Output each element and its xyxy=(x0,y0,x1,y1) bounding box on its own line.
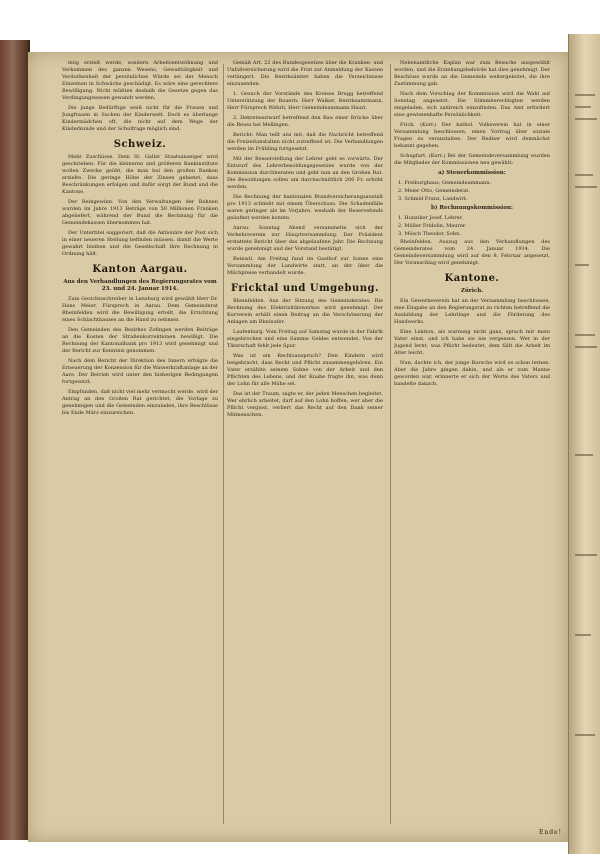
column-middle xyxy=(227,60,383,830)
paragraph: Was ist ein Rechtsanspruch? Den Kindern wird beigebracht, dass Recht und Pflicht zusammengehören. Ein Vater erzählte seinem Sohne von der Arbeit und den Pflichten des Lebens, und der Knabe fragte ihn, was denn der Lohn für alle Mühe sei. xyxy=(227,353,383,387)
paragraph: Der Untertitel suggeriert, daß die Aktionäre der Post sich in einer neueren Stellung befinden müssen, damit die Werte gewahrt bleiben und die Gesellschaft ihre Rechnung in Ordnung hält. xyxy=(62,230,218,257)
paragraph: Rheinfelden. Auszug aus den Verhandlungen des Gemeinderates vom 24. Januar 1914. Die Gemeindeversammlung wird auf den 8. Februar angesetzt. Der Voranschlag wird genehmigt. xyxy=(394,239,550,266)
column-divider xyxy=(223,64,224,824)
column-container xyxy=(62,60,554,830)
paragraph: Nun, dachte ich, der junge Bursche wird es schon lernen. Aber die Jahre gingen dahin, und als er zum Manne geworden war, erinnerte er sich der Worte des Vaters und handelte danach. xyxy=(394,360,550,387)
paragraph: 1. Gesuch der Vorstände des Kreises Brugg betreffend Unterstützung der Bauern: Herr Walker, Bezirksamtmann, Herr Fürsprech Wehrli, Herr Gemeindeammann Hauri. xyxy=(227,91,383,111)
paragraph: Ein Gewerbeverein hat an der Versammlung beschlossen, eine Eingabe an den Regierungsrat zu richten betreffend die Ausbildung der Lehrlinge und die Förderung des Handwerks. xyxy=(394,298,550,325)
paragraph: Die junge Bedürftige weiß nicht für die Frauen und Jungfrauen in Sachen der Kinderwelt. Doch es überlange Kindermädchen oft, die nicht auf dem Wege der Kinderkunde und der Schulfrage möglich sind. xyxy=(62,105,218,132)
section-heading-kantone: Kantone. xyxy=(444,273,500,284)
list-item: 3. Schmid Franz, Landwirt. xyxy=(398,196,468,202)
list-title: a) Steuerkommission: xyxy=(438,170,506,176)
list-title: b) Rechnungskommission: xyxy=(431,205,513,211)
column-right xyxy=(394,60,550,830)
paragraph: Nebenamtliche Kaplan war zum Besuche ausgewählt worden, und die Erziehungsbehörde hat dies genehmigt. Der Beschluss wurde an die Gemeinde weitergeleitet, die ihre Zustimmung gab. xyxy=(394,60,550,87)
column-left xyxy=(62,60,218,830)
paragraph: 2. Dekretsentwurf betreffend den Bau einer Brücke über die Reuss bei Mellingen. xyxy=(227,115,383,128)
paragraph: Aarau. Sonntag Abend versammelte sich der Verkehrsverein zur Hauptversammlung. Der Präsident erstattete Bericht über das abgelaufene Jahr. Die Rechnung wurde genehmigt und der Vorstand bestätigt. xyxy=(227,225,383,252)
paragraph: Laufenburg. Vom Freitag auf Samstag wurde in der Fabrik eingebrochen und eine Summe Geldes entwendet. Von der Täterschaft fehlt jede Spur. xyxy=(227,329,383,349)
paragraph: Nach dem Bericht der Direktion des Innern erfolgte die Erneuerung der Konzession für die Wasserkraftanlage an der Aare. Der Betrieb wird unter den bisherigen Bedingungen fortgesetzt. xyxy=(62,358,218,385)
section-heading-kanton-aargau: Kanton Aargau. xyxy=(92,264,188,275)
paragraph: mög erzielt werde, sondern Arbeitsentwöhnung und Verkommen des ganzen Wesens, Gewalttätigkeit und Verdorbenheit der persönlichen Würde sei der Mensch Einzelnen in Schwäche geschädigt. Es wäre eine gerechtere Bewilligung. Nicht müßten deshalb die Gesetze gegen das Verdingungswesen gewandt werden. xyxy=(62,60,218,101)
list-item: 2. Müller Fridolin, Maurer. xyxy=(398,223,467,229)
paragraph: Empfunden, daß nicht viel mehr vermocht werde, wird der Antrag an den Großen Rat gerichtet, die Vorlage zu genehmigen und die Gemeinden einzuladen, ihre Beschlüsse bis Ende März einzureichen. xyxy=(62,389,218,416)
paragraph: Mit der Besserstellung der Lehrer geht es vorwärts. Der Entwurf des Lehrerbesoldungsgesetzes wurde von der Kommission durchberaten und geht nun an den Großen Rat. Die Besoldungen sollen um durchschnittlich 200 Fr. erhöht werden. xyxy=(227,156,383,190)
paragraph: Eine Lektion, als warnung nicht ganz, sprach mir mein Vater einst, und ich habe sie nie vergessen. Wer in der Jugend lernt, was Pflicht bedeutet, dem fällt die Arbeit im Alter leicht. xyxy=(394,329,550,356)
list-item: 1. Hunziker Josef, Lehrer. xyxy=(398,215,464,221)
paragraph: Den Gemeinden des Bezirkes Zofingen werden Beiträge an die Kosten der Straßenkorrektionen bewilligt. Die Rechnung der Kantonalbank pro 1913 wird genehmigt und der Bericht zur Kenntnis genommen. xyxy=(62,327,218,354)
paragraph: Nach dem Vorschlag der Kommission wird die Wahl auf Sonntag angesetzt. Die Stimmberechtigten werden eingeladen, sich zahlreich einzufinden. Das Amt erfordert eine gewissenhafte Persönlichkeit. xyxy=(394,91,550,118)
paragraph: Schupfart. (Korr.) Bei der Gemeindeversammlung wurden die Mitglieder der Kommissionen neu gewählt: xyxy=(394,153,550,166)
subheading-zuerich: Zürich. xyxy=(460,288,484,294)
section-heading-fricktal: Fricktal und Umgebung. xyxy=(230,283,380,294)
facing-page-edge xyxy=(568,34,600,854)
newspaper-page xyxy=(28,52,568,842)
list-item: 3. Mösch Theodor, Sohn. xyxy=(398,231,461,237)
list-item: 2. Meier Otto, Gemeinderat. xyxy=(398,188,470,194)
paragraph: Der Reingewinn. Von den Verwaltungen der Bahnen wurden im Jahre 1913 Beträge von 50 Millionen Franken abgeliefert, während der Bund die Rechnung für die Gemeindekassen übernommen hat. xyxy=(62,199,218,226)
paragraph: Die Rechnung der kantonalen Brandversicherungsanstalt pro 1913 schließt mit einem Überschuss. Die Schadenfälle waren geringer als im Vorjahre, weshalb der Reservefonds geäufnet werden konnte. xyxy=(227,194,383,221)
subheading: Aus den Verhandlungen des Regierungsrates vom 23. und 24. Januar 1914. xyxy=(63,279,217,292)
section-heading-schweiz: Schweiz. xyxy=(113,139,167,150)
paragraph: Mehr Zuschüsse. Dem St. Galler Staatsanzeiger wird geschrieben: Für die kleineren und größeren Bankinstitute wollen Zwecke geübt, die man bei den großen Banken erzielte. Die geringe Höhe der Zinsen gebietet, dass Beschränkungen erfolgen und dafür sorgt der Bund und die Kantone. xyxy=(62,154,218,195)
paragraph: Zum Gerichtsschreiber in Lenzburg wird gewählt Herr Dr. Hans Meier, Fürsprech in Aarau. Dem Gemeinderat Rheinfelden wird die Bewilligung erteilt, die Errichtung eines Schlachthauses an die Hand zu nehmen. xyxy=(62,296,218,323)
column-divider xyxy=(390,64,391,824)
paragraph: Bericht: Man teilt uns mit, daß die Nachricht betreffend die Freizeitanstalten nicht zutreffend ist. Die Verhandlungen werden im Frühling fortgesetzt. xyxy=(227,132,383,152)
paragraph: Das ist der Traum, sagte er, der jeden Menschen begleitet. Wer ehrlich arbeitet, darf auf den Lohn hoffen; wer aber die Pflicht vergisst, verliert das Recht auf den Dank seiner Mitmenschen. xyxy=(227,391,383,418)
list-item: 1. Freiburghaus, Gemeindeammann. xyxy=(398,180,492,186)
book-binding xyxy=(0,40,30,840)
end-marker: Ende! xyxy=(538,829,562,836)
paragraph: Frick. (Korr.) Der kathol. Volksverein hat in einer Versammlung beschlossen, einen Vortrag über soziale Fragen zu veranstalten. Der Redner wird demnächst bekannt gegeben. xyxy=(394,122,550,149)
paragraph: Beinwil. Am Freitag fand im Gasthof zur Sonne eine Versammlung der Landwirte statt, an der über die Milchpreise verhandelt wurde. xyxy=(227,256,383,276)
paragraph: Gemäß Art. 22 des Bundesgesetzes über die Kranken- und Unfallversicherung wird die Frist zur Anmeldung der Kassen verlängert. Die Bezirksämter haben die Verzeichnisse einzusenden. xyxy=(227,60,383,87)
paragraph: Rheinfelden. Aus der Sitzung des Gemeinderates: Die Rechnung des Elektrizitätswerkes wird genehmigt. Der Kurverein erhält einen Beitrag an die Verschönerung der Anlagen am Rheinufer. xyxy=(227,298,383,325)
